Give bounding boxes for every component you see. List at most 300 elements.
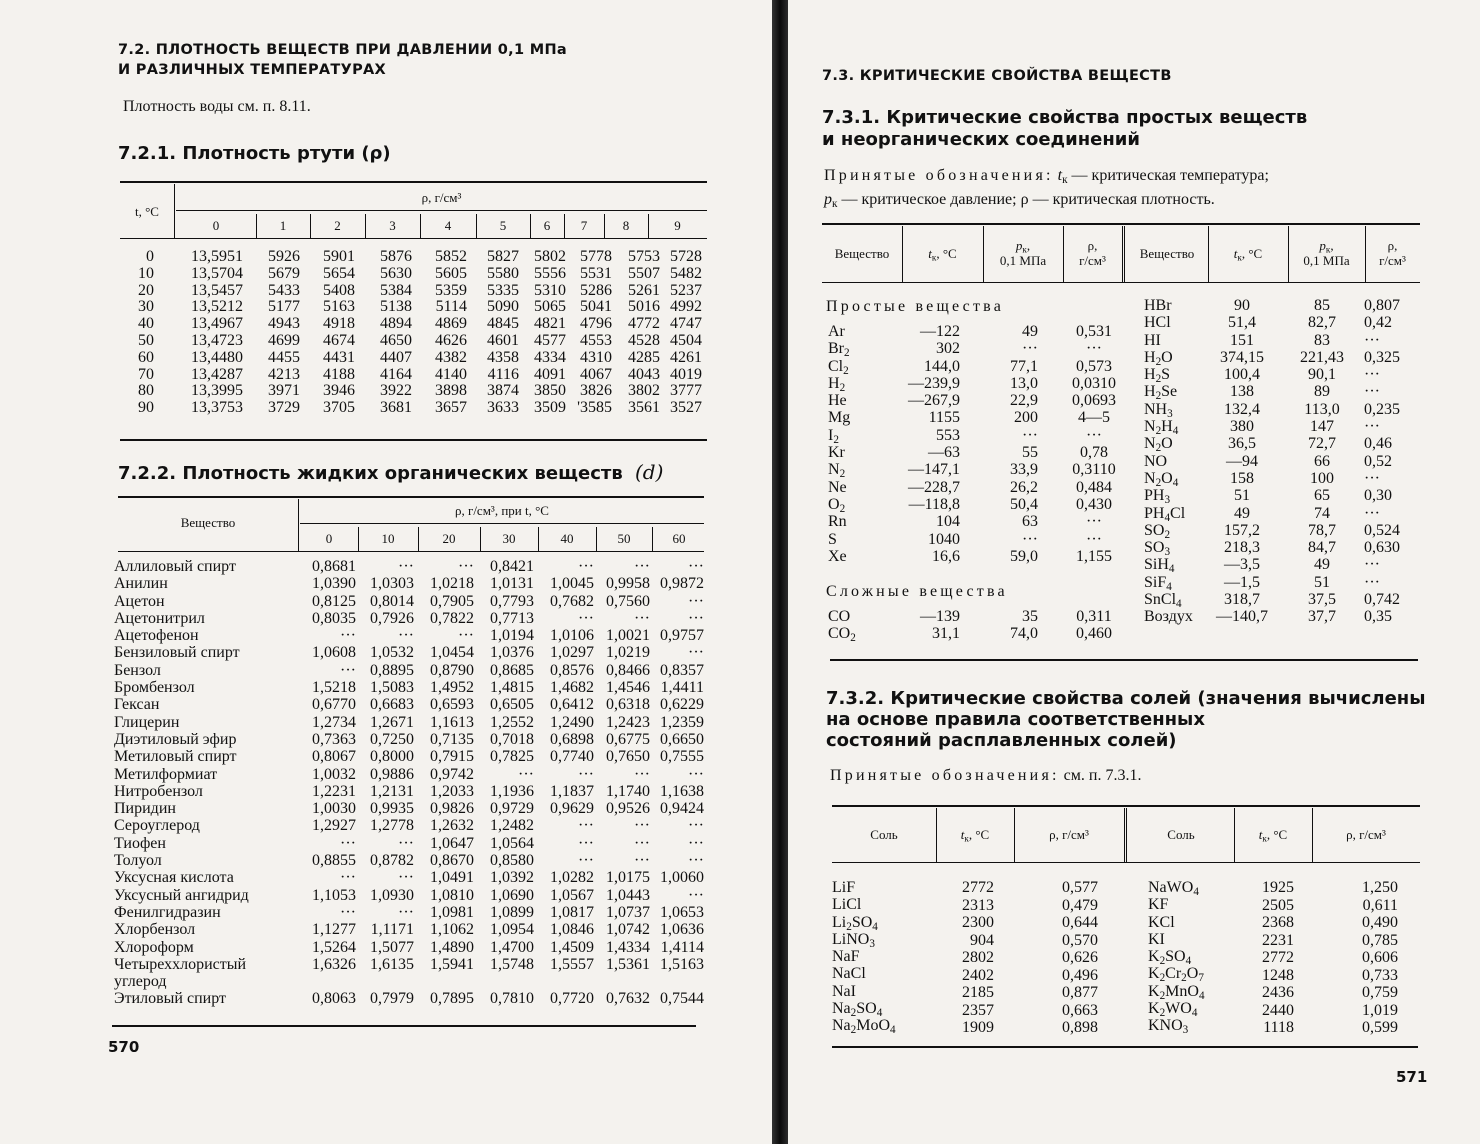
table-cell: 0,479 [1062,896,1098,914]
table-cell: 5679 [268,264,300,282]
table-cell: 1,2632 [430,817,474,835]
table-cell: 0,6683 [370,696,414,714]
table-cell: 0,7135 [430,730,474,748]
table-cell: 1,2482 [490,817,534,835]
table-cell: 0,6318 [606,696,650,714]
table-cell: 22,9 [1010,392,1038,410]
table-cell: 4821 [534,315,566,333]
table-cell: 51,4 [1228,314,1256,332]
table-cell: Метилформиат [114,765,218,783]
table-cell: 70 [138,365,154,383]
table-cell: 100,4 [1224,366,1260,384]
table-cell: 1248 [1262,966,1294,984]
table-cell: 1,6135 [370,955,414,973]
table-cell: 1,4815 [490,679,534,697]
salts-title: 7.3.2. Критические свойства солей (значения вычислены на основе правила соответственных состояний расплавленных солей) [826,688,1426,751]
section-title: 7.2. ПЛОТНОСТЬ ВЕЩЕСТВ ПРИ ДАВЛЕНИИ 0,1 МПа И РАЗЛИЧНЫХ ТЕМПЕРАТУРАХ [118,42,567,78]
header-rule [300,523,704,524]
table-cell: 0,8035 [312,609,356,627]
table-cell: Бромбензол [114,679,195,697]
table-cell: 37,5 [1308,591,1336,609]
table-cell [592,973,650,990]
table-cell: '3585 [577,399,612,417]
table-cell: 302 [936,340,960,358]
table-cell: 13,3753 [191,399,243,417]
table-cell: 4699 [268,331,300,349]
table-cell: 5605 [435,264,467,282]
mercury-col-header: 8 [622,218,630,233]
table-cell: ··· [1086,530,1102,548]
table-cell: 33,9 [1010,461,1038,479]
table-cell: 1,0846 [550,921,594,939]
table-cell: 1,250 [1362,879,1398,896]
table-cell: Ацетонитрил [114,609,205,627]
table-cell: ··· [578,834,594,852]
complex-names: CO $CO_2$ [828,608,856,645]
table-cell: 4650 [380,331,412,349]
table-top-rule [832,805,1420,807]
table-cell: 1,1740 [606,782,650,800]
header-bottom-rule [832,862,1420,863]
table-cell: Гексан [114,696,160,714]
table-cell: 0,8421 [490,558,534,575]
table-cell: 0,46 [1364,435,1392,453]
table-cell: 13,4480 [191,348,243,366]
table-cell: 1,0218 [430,575,474,593]
table-cell: 0,611 [1362,896,1398,914]
table-cell: ··· [1022,340,1038,358]
table-cell: Уксусная кислота [114,869,234,887]
group-simple: Простые вещества [826,298,1005,315]
simple-title: 7.3.1. Критические свойства простых веществ и неорганических соединений [822,107,1308,150]
table-cell: 4845 [487,315,519,333]
table-cell: 2440 [1262,1001,1294,1019]
table-cell: 1,2734 [312,713,356,731]
table-cell: 0,78 [1080,444,1108,462]
table-cell: 0,9742 [430,765,474,783]
table-cell: 0,7713 [490,609,534,627]
table-cell: 1,0608 [312,644,356,662]
organic-col-10 [356,558,414,1008]
simple-names: Ar $Br_2$ $Cl_2$ $H_2$ He Mg $I_2$ Kr $N_2$ Ne $O_2$ Rn S Xe [828,323,851,565]
organic-col-40 [536,558,594,1008]
table-cell: 1,5941 [430,955,474,973]
mercury-col-header: 4 [444,218,452,233]
table-cell: 5580 [487,264,519,282]
table-cell: ··· [688,886,704,904]
table-cell: 1,0899 [490,903,534,921]
table-cell: 2357 [962,1001,994,1019]
table-cell: 0,0693 [1072,392,1116,410]
table-cell: 0,6593 [430,696,474,714]
table-cell: 1,1171 [370,921,414,939]
table-cell: 3898 [435,382,467,400]
table-cell: 65 [1314,487,1330,505]
salt-left-rho [1038,879,1098,1037]
table-cell: 1,2490 [550,713,594,731]
table-cell: 0,7905 [430,592,474,610]
table-cell: 1040 [928,530,960,548]
table-cell: 0,8681 [312,558,356,575]
table-cell: 1,0131 [490,575,534,593]
table-cell: 0,9935 [370,800,414,818]
table-cell: ··· [578,609,594,627]
table-cell: Сероуглерод [114,817,200,835]
table-cell: 1,0690 [490,886,534,904]
table-cell: 1,0303 [370,575,414,593]
table-cell: ··· [688,558,704,575]
mercury-col-header: 9 [674,218,681,233]
table-cell: 0,6505 [490,696,534,714]
table-cell: 1,1936 [490,782,534,800]
table-cell: ··· [340,627,356,645]
table-cell: 0,573 [1076,357,1112,375]
table-cell: 0,7810 [490,990,534,1008]
table-cell: 0,7926 [370,609,414,627]
salt-names-left: LiF LiCl $Li_2SO_4$ LiNO$_3$ NaF NaCl NaI $Na_2SO_4$ $Na_2MoO_4$ [832,879,896,1037]
table-cell: 0,577 [1062,879,1098,896]
table-cell: 0,807 [1364,297,1400,314]
table-cell: ··· [1364,556,1380,574]
table-cell: 0,325 [1364,348,1400,366]
table-cell: 4796 [580,315,612,333]
table-cell: 3826 [580,382,612,400]
table-cell: 0,898 [1062,1019,1098,1036]
table-cell: 1,0376 [490,644,534,662]
table-cell: 1,0030 [312,800,356,818]
table-cell: 5177 [268,298,300,316]
organic-col-60 [646,558,704,1008]
table-cell: 4116 [487,365,519,383]
table-cell: ··· [398,834,414,852]
table-cell [646,973,704,990]
table-cell: 4869 [435,315,467,333]
table-cell: 3802 [628,382,660,400]
column-divider [596,527,597,551]
table-cell: 1,0021 [606,627,650,645]
table-cell: 0,311 [1076,608,1112,625]
table-bottom-rule [112,1025,696,1027]
table-cell: 0,9629 [550,800,594,818]
organic-title: 7.2.2. Плотность жидких органических веществ (d) [118,460,664,484]
table-cell: 157,2 [1224,521,1260,539]
table-cell: 151 [1230,331,1254,349]
organic-col-header: 0 [325,531,333,546]
table-cell: 1,0564 [490,834,534,852]
table-cell: 0,460 [1076,625,1112,643]
table-cell: 0,7560 [606,592,650,610]
table-cell: ··· [340,869,356,887]
organic-col-header: 20 [442,531,456,546]
table-cell: 1,0810 [430,886,474,904]
table-cell: 1,2423 [606,713,650,731]
table-cell: 1,4700 [490,938,534,956]
table-cell: 13,0 [1010,374,1038,392]
table-cell: 4164 [380,365,412,383]
organic-density-table [0,0,772,1040]
table-cell: 1,1277 [312,921,356,939]
table-cell: 2313 [962,896,994,914]
organic-col-header: 30 [502,531,516,546]
mercury-col-header: 2 [334,218,341,233]
table-cell: 0,663 [1062,1001,1098,1019]
table-cell: 3509 [534,399,566,417]
table-cell: ··· [1364,383,1380,401]
table-cell: 0,430 [1076,495,1112,513]
table-cell: 0,8125 [312,592,356,610]
table-cell: 1,0954 [490,921,534,939]
page-number: 570 [108,1038,140,1056]
table-cell: 5310 [534,281,566,299]
table-cell: 0,8782 [370,852,414,870]
table-cell: 0,7363 [312,730,356,748]
table-cell: 63 [1022,513,1038,531]
table-cell: ··· [688,834,704,852]
table-cell: 0,570 [1062,931,1098,949]
table-cell: 1,4114 [660,938,704,956]
table-cell: 4772 [628,315,660,333]
pk-header-2: $p_к$, 0,1 МПа [1303,238,1350,268]
table-cell: 2772 [1262,949,1294,966]
right-names: HBr HCl HI $H_2O$ $H_2S$ $H_2Se$ $NH_3$ $N_2H_4$ $N_2O$ NO $N_2O_4$ $PH_3$ $PH_4Cl$ $SO_2$ $SO_3$ SiH$_4$ SiF$_4$ SnCl$_4$ Воздух [1144,297,1193,626]
table-cell: ··· [398,903,414,921]
column-divider [358,527,359,551]
table-cell: углерод [114,973,167,991]
table-cell: Уксусный ангидрид [114,886,249,904]
table-cell: 0,8580 [490,852,534,870]
table-cell: 13,4967 [191,315,243,333]
table-cell: 2802 [962,949,994,966]
table-cell: 5926 [268,248,300,265]
table-cell: 0,6229 [660,696,704,714]
table-cell: ··· [688,817,704,835]
tk-header: $t_к$, °C [928,246,957,263]
table-cell: 0,8895 [370,661,414,679]
table-cell: ··· [1022,530,1038,548]
table-cell: 1,4682 [550,679,594,697]
table-cell: 0,7915 [430,748,474,766]
table-cell: 5778 [580,248,612,265]
table-cell: 1,5748 [490,955,534,973]
table-cell: 4626 [435,331,467,349]
table-cell: 0,484 [1076,478,1112,496]
table-cell: 5482 [670,264,702,282]
table-cell: 4894 [380,315,412,333]
table-cell: 5359 [435,281,467,299]
table-cell: 1,155 [1076,547,1112,565]
organic-col-header: 10 [381,531,395,546]
column-divider [418,527,419,551]
table-cell: 132,4 [1224,400,1260,418]
table-cell: 0,7544 [660,990,704,1008]
table-cell: 82,7 [1308,314,1336,332]
column-divider-double [1124,808,1127,862]
table-cell: Хлороформ [114,938,194,956]
table-cell: 0,7632 [606,990,650,1008]
table-cell: 13,4287 [191,365,243,383]
table-cell: 66 [1314,452,1330,470]
table-cell: 1,4952 [430,679,474,697]
table-cell: 221,43 [1300,348,1344,366]
table-cell: 4067 [580,365,612,383]
table-cell: 1909 [962,1019,994,1036]
table-cell: 1,0390 [312,575,356,593]
table-cell: 200 [1014,409,1038,427]
table-cell: 5507 [628,264,660,282]
table-cell: 4261 [670,348,702,366]
table-cell: 55 [1022,444,1038,462]
table-cell: 4188 [323,365,355,383]
table-cell: ··· [340,903,356,921]
table-cell: 4455 [268,348,300,366]
table-cell: 51 [1314,573,1330,591]
table-cell: 100 [1310,469,1334,487]
table-cell: 20 [138,281,154,299]
mercury-col-header: 0 [212,218,220,233]
table-cell: 0,30 [1364,487,1392,505]
table-cell: 0,7682 [550,592,594,610]
table-cell: 1,0742 [606,921,650,939]
rho-header: ρ, г/см³ [1079,238,1106,268]
table-cell: 0,531 [1076,323,1112,340]
table-cell: 0,7740 [550,748,594,766]
table-cell: 1925 [1262,879,1294,896]
organic-col-header: 60 [672,531,686,546]
table-cell: 1,0282 [550,869,594,887]
table-cell: 5237 [670,281,702,299]
table-cell: 3633 [487,399,519,417]
table-cell: 13,5704 [191,264,243,282]
table-cell: 0,7822 [430,609,474,627]
table-cell: ··· [634,817,650,835]
table-cell: ··· [634,852,650,870]
table-cell: 0,8576 [550,661,594,679]
table-cell: —147,1 [908,461,960,479]
table-cell: 13,5951 [191,248,243,265]
table-cell: 74,0 [1010,625,1038,643]
rho-header-2: ρ, г/см³ [1379,238,1406,268]
table-cell: ··· [578,765,594,783]
table-cell: Этиловый спирт [114,990,226,1008]
table-cell: 2505 [1262,896,1294,914]
table-cell: 26,2 [1010,478,1038,496]
table-cell: 3729 [268,399,300,417]
water-note: Плотность воды см. п. 8.11. [123,98,311,115]
table-cell: 0,8357 [660,661,704,679]
table-cell: 1,0443 [606,886,650,904]
table-cell: 5753 [628,248,660,265]
table-cell: —118,8 [908,495,960,513]
table-cell: 1,0981 [430,903,474,921]
table-cell: 104 [936,513,960,531]
table-cell: 84,7 [1308,539,1336,557]
table-cell: 0,6412 [550,696,594,714]
table-cell: 0,6770 [312,696,356,714]
table-cell: 4553 [580,331,612,349]
mercury-col-header: 3 [389,218,396,233]
table-cell: 51 [1234,487,1250,505]
table-cell: 2185 [962,984,994,1001]
organic-col-20 [416,558,474,1008]
table-cell: ··· [1364,469,1380,487]
organic-col-header: 40 [560,531,574,546]
mercury-col-header: 5 [499,218,507,233]
table-cell: Глицерин [114,713,180,731]
table-cell: 78,7 [1308,521,1336,539]
salt-left-tk [938,879,994,1037]
table-cell: ··· [634,765,650,783]
table-cell: 2436 [1262,984,1294,1001]
table-cell: ··· [634,609,650,627]
table-cell: Пиридин [114,800,176,818]
table-cell: ··· [634,834,650,852]
table-cell: 5852 [435,248,467,265]
table-cell: 49 [1234,504,1250,522]
table-cell: 4674 [323,331,355,349]
table-cell: ··· [458,627,474,645]
simple-notation: Принятые обозначения: $t_к$ — критическая температура; $p_к$ — критическое давление; ρ — критическая плотность. [824,167,1269,210]
table-cell: 4943 [268,315,300,333]
table-cell: 1,0567 [550,886,594,904]
table-cell: 0,42 [1364,314,1392,332]
table-cell: 2231 [1262,931,1294,949]
table-cell: 2772 [962,879,994,896]
rho-header-2: ρ, г/см³ [1346,827,1386,842]
table-cell: 0,9729 [490,800,534,818]
table-cell: —140,7 [1216,608,1268,626]
table-cell: ··· [1364,331,1380,349]
table-cell: ··· [634,558,650,575]
table-cell: 1,2671 [370,713,414,731]
table-cell: 138 [1230,383,1254,401]
table-cell: ··· [340,834,356,852]
table-cell: 5065 [534,298,566,316]
table-cell: 1,019 [1362,1001,1398,1019]
table-cell: 0,7825 [490,748,534,766]
table-cell: 1,1062 [430,921,474,939]
table-cell: 374,15 [1220,348,1264,366]
substance-header-2: Вещество [1139,246,1195,261]
table-cell: 1,0532 [370,644,414,662]
table-cell: 13,4723 [191,331,243,349]
table-cell: 1,4509 [550,938,594,956]
table-cell: 0,7018 [490,730,534,748]
table-cell: 0,7793 [490,592,534,610]
table-cell: 89 [1314,383,1330,401]
substance-header: Вещество [834,246,890,261]
table-cell: 37,7 [1308,608,1336,626]
table-cell: 3527 [670,399,702,417]
table-cell: 1,4890 [430,938,474,956]
table-cell: 0,7895 [430,990,474,1008]
table-cell: 1,0647 [430,834,474,852]
table-cell: 0,8670 [430,852,474,870]
table-cell: 0,8063 [312,990,356,1008]
table-cell: 1,5557 [550,955,594,973]
table-cell: 0,9826 [430,800,474,818]
table-cell: 4043 [628,365,660,383]
table-cell: 4091 [534,365,566,383]
table-cell: —139 [920,608,960,625]
table-cell: 5728 [670,248,702,265]
table-cell: 31,1 [932,625,960,643]
table-cell: 553 [936,426,960,444]
table-cell: 40 [138,315,154,333]
table-cell: 1,5083 [370,679,414,697]
table-cell: 0,7720 [550,990,594,1008]
salt-header: Соль [870,827,898,842]
table-cell: ··· [1086,426,1102,444]
